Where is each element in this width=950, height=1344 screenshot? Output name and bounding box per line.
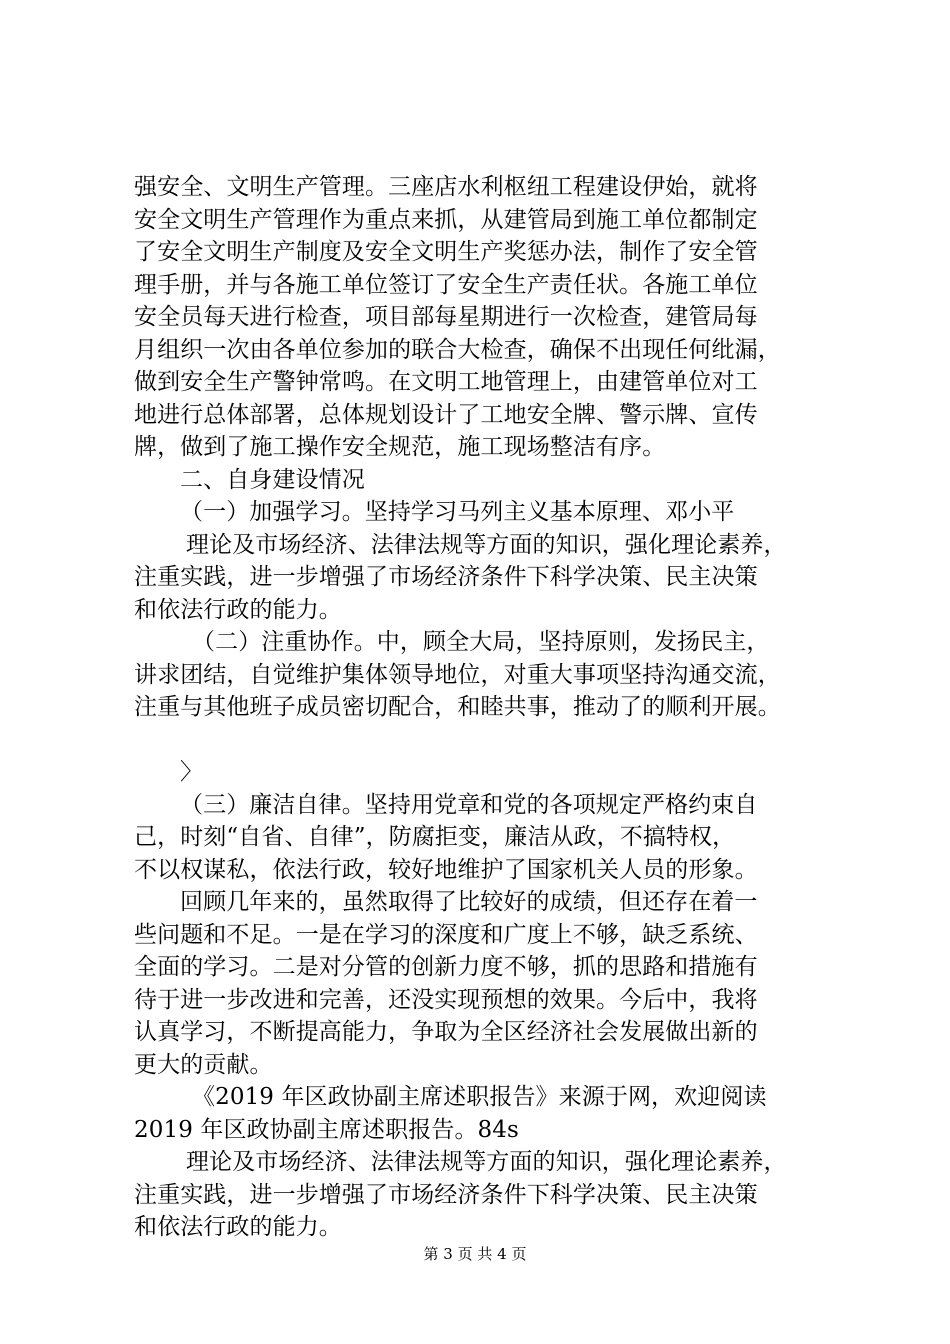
body-line: 地进行总体部署，总体规划设计了工地安全牌、警示牌、宣传 [134,401,758,428]
body-line: 待于进一步改进和完善，还没实现预想的效果。今后中，我将 [134,986,758,1013]
body-line: 不以权谋私，依法行政，较好地维护了国家机关人员的形象。 [134,856,758,883]
body-line: 回顾几年来的，虽然取得了比较好的成绩，但还存在着一 [180,889,758,915]
body-line: 和依法行政的能力。 [134,596,342,623]
body-line: 理论及市场经济、法律法规等方面的知识，强化理论素养， [186,531,787,558]
body-line: 认真学习，不断提高能力，争取为全区经济社会发展做出新的 [134,1019,758,1045]
body-line: 和依法行政的能力。 [134,1214,342,1240]
body-line: 注重实践，进一步增强了市场经济条件下科学决策、民主决策 [134,1181,758,1208]
section-heading: 二、自身建设情况 [180,466,365,493]
subsection-heading: （一）加强学习。坚持学习马列主义基本原理、邓小平 [180,499,735,525]
body-line: 安全文明生产管理作为重点来抓，从建管局到施工单位都制定 [134,206,758,233]
subsection-heading: （二）注重协作。中，顾全大局，坚持原则，发扬民主， [192,629,770,655]
subsection-heading: （三）廉洁自律。坚持用党章和党的各项规定严格约束自 [180,791,758,818]
body-line: 更大的贡献。 [134,1051,273,1078]
body-line: 做到安全生产警钟常鸣。在文明工地管理上，由建管单位对工 [134,369,758,395]
body-line: 牌，做到了施工操作安全规范，施工现场整洁有序。 [134,434,666,460]
source-note: 《2019 年区政协副主席述职报告》来源于网，欢迎阅读 [192,1084,767,1110]
body-line: 全面的学习。二是对分管的创新力度不够，抓的思路和措施有 [134,954,758,980]
page-number: 第 3 页 共 4 页 [423,1245,527,1263]
stray-mark: 〉 [180,759,204,785]
page-footer [0,1244,950,1264]
body-line: 理手册，并与各施工单位签订了安全生产责任状。各施工单位 [134,271,758,298]
document-body [134,171,834,1244]
body-line: 理论及市场经济、法律法规等方面的知识，强化理论素养， [186,1149,787,1175]
body-line: 讲求团结，自觉维护集体领导地位，对重大事项坚持沟通交流， [134,661,781,688]
body-line: 注重与其他班子成员密切配合，和睦共事，推动了的顺利开展。 [134,694,781,720]
body-line: 月组织一次由各单位参加的联合大检查，确保不出现任何纰漏， [134,336,781,363]
body-line: 己，时刻“自省、自律”，防腐拒变，廉洁从政，不搞特权， [134,824,736,850]
blank-line [134,724,834,757]
body-line: 强安全、文明生产管理。三座店水利枢纽工程建设伊始，就将 [134,174,758,200]
source-note: 2019 年区政协副主席述职报告。84s [134,1116,519,1143]
body-line: 注重实践，进一步增强了市场经济条件下科学决策、民主决策 [134,564,758,590]
body-line: 些问题和不足。一是在学习的深度和广度上不够，缺乏系统、 [134,921,758,948]
body-line: 安全员每天进行检查，项目部每星期进行一次检查，建管局每 [134,304,758,330]
body-line: 了安全文明生产制度及安全文明生产奖惩办法，制作了安全管 [134,239,758,265]
